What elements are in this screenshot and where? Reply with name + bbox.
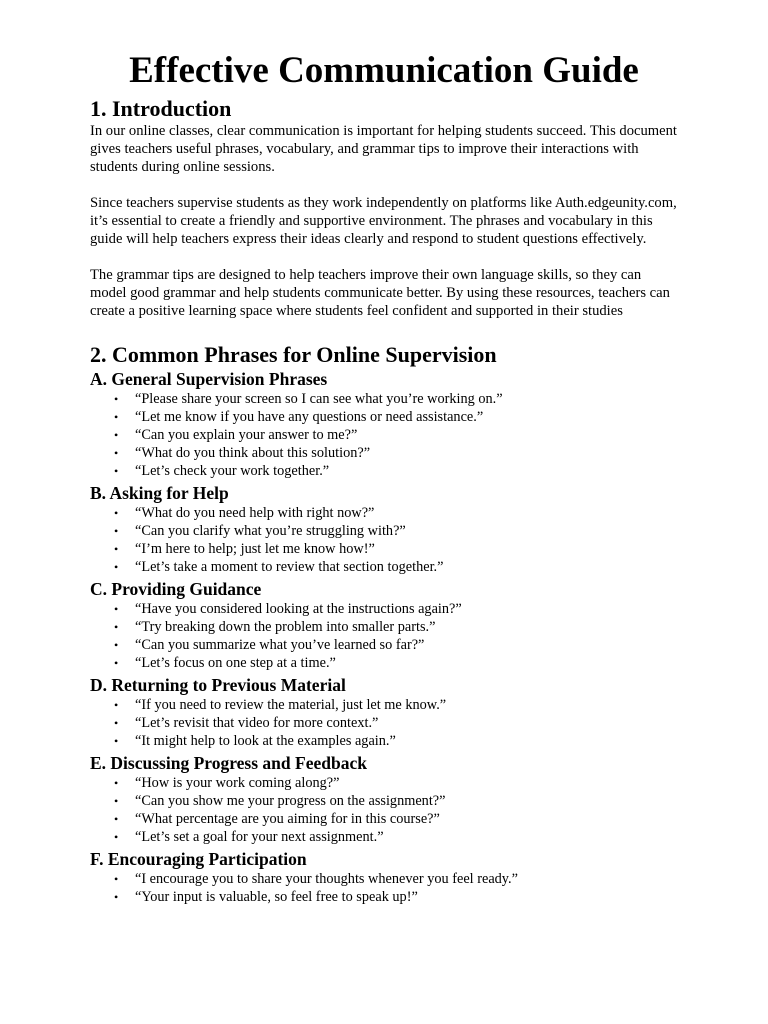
list-item bbox=[90, 444, 678, 462]
list-item bbox=[90, 636, 678, 654]
section-heading: A. General Supervision Phrases bbox=[90, 369, 328, 389]
introduction-paragraph: The grammar tips are designed to help teachers improve their own language skills, so they can model good grammar and help students communicate better. By using these resources, teachers can create a positive learning space where students feel confident and supported in their studies bbox=[90, 267, 670, 319]
bullet-icon: • bbox=[114, 698, 119, 712]
phrase-text: “I encourage you to share your thoughts whenever you feel ready.” bbox=[135, 871, 518, 887]
section-providing-guidance bbox=[90, 578, 678, 672]
phrase-list bbox=[90, 504, 678, 576]
document-title: Effective Communication Guide bbox=[129, 50, 639, 91]
section-heading: E. Discussing Progress and Feedback bbox=[90, 753, 367, 773]
phrase-text: “What do you think about this solution?” bbox=[135, 445, 371, 461]
list-item bbox=[90, 654, 678, 672]
phrase-text: “Can you show me your progress on the assignment?” bbox=[135, 793, 446, 809]
bullet-icon: • bbox=[114, 656, 119, 670]
phrase-text: “Can you summarize what you’ve learned so far?” bbox=[135, 637, 425, 653]
phrase-list bbox=[90, 774, 678, 846]
list-item bbox=[90, 888, 678, 906]
list-item bbox=[90, 540, 678, 558]
common-phrases-heading: 2. Common Phrases for Online Supervision bbox=[90, 342, 497, 367]
section-asking-for-help bbox=[90, 482, 678, 576]
section-heading: F. Encouraging Participation bbox=[90, 849, 307, 869]
bullet-icon: • bbox=[114, 638, 119, 652]
list-item bbox=[90, 870, 678, 888]
phrase-text: “Have you considered looking at the instructions again?” bbox=[135, 601, 462, 617]
bullet-icon: • bbox=[114, 830, 119, 844]
section-progress-feedback bbox=[90, 752, 678, 846]
list-item bbox=[90, 426, 678, 444]
list-item bbox=[90, 714, 678, 732]
bullet-icon: • bbox=[114, 464, 119, 478]
phrase-text: “Let’s take a moment to review that section together.” bbox=[135, 559, 444, 575]
phrase-text: “If you need to review the material, just let me know.” bbox=[135, 697, 447, 713]
bullet-icon: • bbox=[114, 446, 119, 460]
phrase-text: “Let’s revisit that video for more context.” bbox=[135, 715, 379, 731]
list-item bbox=[90, 504, 678, 522]
section-encouraging-participation bbox=[90, 848, 678, 906]
bullet-icon: • bbox=[114, 602, 119, 616]
bullet-icon: • bbox=[114, 716, 119, 730]
phrase-text: “Try breaking down the problem into smaller parts.” bbox=[135, 619, 436, 635]
phrase-text: “How is your work coming along?” bbox=[135, 775, 340, 791]
phrase-text: “Let’s check your work together.” bbox=[135, 463, 330, 479]
bullet-icon: • bbox=[114, 620, 119, 634]
phrase-text: “Your input is valuable, so feel free to speak up!” bbox=[135, 889, 418, 905]
list-item bbox=[90, 774, 678, 792]
section-heading: B. Asking for Help bbox=[90, 483, 229, 503]
section-heading: D. Returning to Previous Material bbox=[90, 675, 346, 695]
phrase-list bbox=[90, 696, 678, 750]
bullet-icon: • bbox=[114, 776, 119, 790]
list-item bbox=[90, 696, 678, 714]
bullet-icon: • bbox=[114, 890, 119, 904]
phrase-list bbox=[90, 390, 678, 480]
list-item bbox=[90, 558, 678, 576]
phrase-text: “What percentage are you aiming for in this course?” bbox=[135, 811, 440, 827]
section-returning-to-material bbox=[90, 674, 678, 750]
list-item bbox=[90, 810, 678, 828]
phrase-list bbox=[90, 870, 678, 906]
bullet-icon: • bbox=[114, 506, 119, 520]
phrase-text: “Can you explain your answer to me?” bbox=[135, 427, 358, 443]
phrase-text: “Let’s focus on one step at a time.” bbox=[135, 655, 336, 671]
list-item bbox=[90, 792, 678, 810]
introduction-heading: 1. Introduction bbox=[90, 96, 232, 121]
bullet-icon: • bbox=[114, 734, 119, 748]
bullet-icon: • bbox=[114, 812, 119, 826]
phrase-text: “Let’s set a goal for your next assignment.” bbox=[135, 829, 384, 845]
list-item bbox=[90, 618, 678, 636]
section-general-supervision bbox=[90, 368, 678, 480]
phrase-text: “It might help to look at the examples again.” bbox=[135, 733, 396, 749]
bullet-icon: • bbox=[114, 542, 119, 556]
bullet-icon: • bbox=[114, 410, 119, 424]
bullet-icon: • bbox=[114, 872, 119, 886]
list-item bbox=[90, 408, 678, 426]
bullet-icon: • bbox=[114, 392, 119, 406]
bullet-icon: • bbox=[114, 794, 119, 808]
introduction-paragraph: In our online classes, clear communication is important for helping students succeed. This document gives teachers useful phrases, vocabulary, and grammar tips to improve their interactions with students during online sessions. bbox=[90, 123, 677, 175]
section-heading: C. Providing Guidance bbox=[90, 579, 262, 599]
phrase-text: “Let me know if you have any questions or need assistance.” bbox=[135, 409, 484, 425]
list-item bbox=[90, 828, 678, 846]
phrase-text: “I’m here to help; just let me know how!” bbox=[135, 541, 375, 557]
list-item bbox=[90, 522, 678, 540]
list-item bbox=[90, 390, 678, 408]
introduction-body bbox=[90, 122, 678, 320]
phrase-text: “Can you clarify what you’re struggling with?” bbox=[135, 523, 406, 539]
list-item bbox=[90, 600, 678, 618]
list-item bbox=[90, 462, 678, 480]
phrase-list bbox=[90, 600, 678, 672]
bullet-icon: • bbox=[114, 524, 119, 538]
bullet-icon: • bbox=[114, 428, 119, 442]
phrase-text: “Please share your screen so I can see what you’re working on.” bbox=[135, 391, 503, 407]
phrase-text: “What do you need help with right now?” bbox=[135, 505, 375, 521]
introduction-paragraph: Since teachers supervise students as they work independently on platforms like Auth.edgeunity.com, it’s essential to create a friendly and supportive environment. The phrases and vocabulary in this guide will help teachers express their ideas clearly and respond to student questions effectively. bbox=[90, 195, 677, 247]
list-item bbox=[90, 732, 678, 750]
bullet-icon: • bbox=[114, 560, 119, 574]
